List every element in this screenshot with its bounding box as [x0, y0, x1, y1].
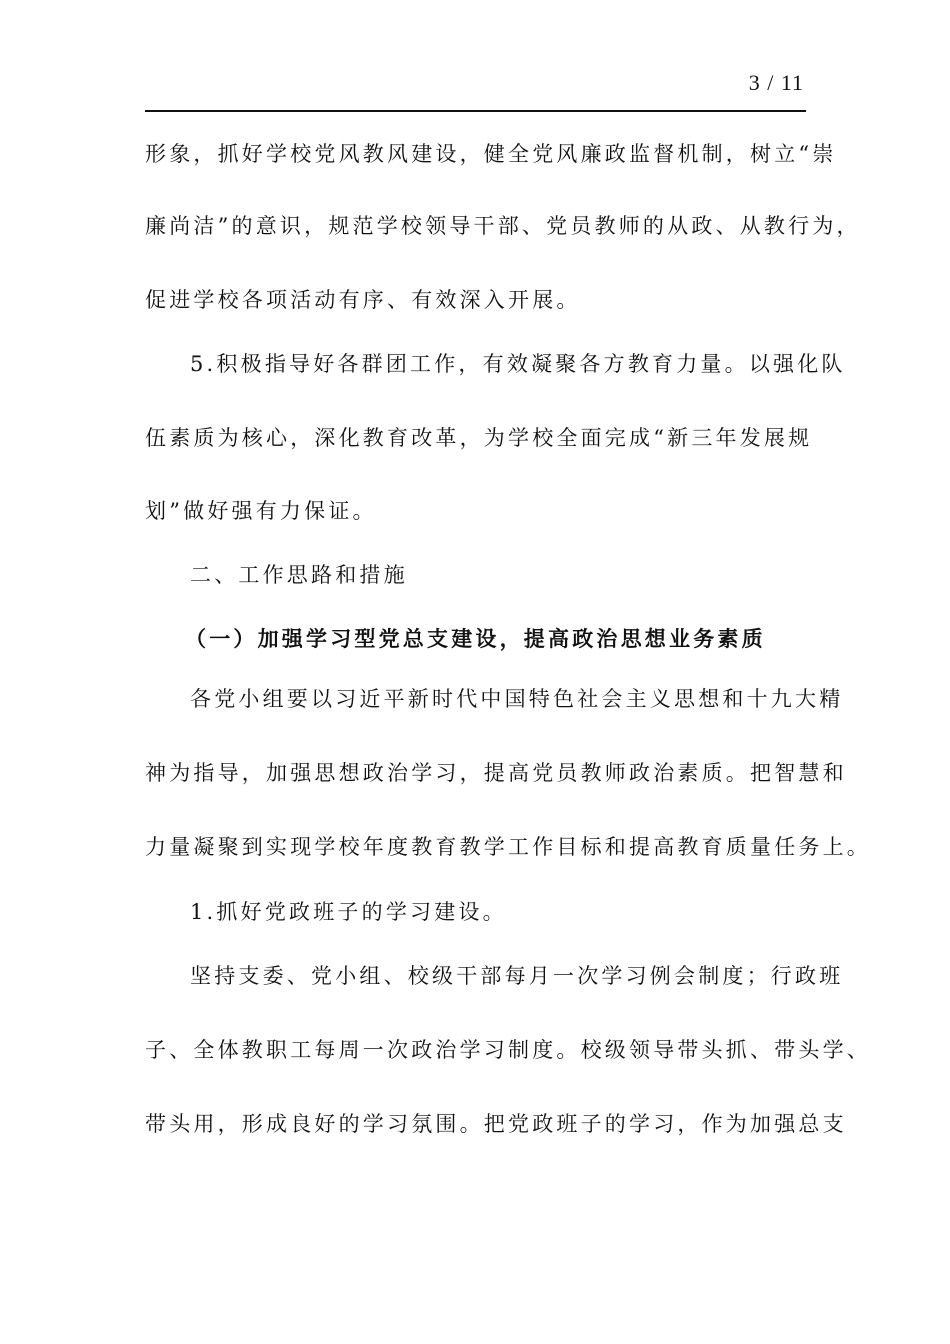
- body-text-line: 力量凝聚到实现学校年度教育教学工作目标和提高教育质量任务上。: [145, 835, 871, 859]
- subsection-heading: （一）加强学习型党总支建设，提高政治思想业务素质: [185, 626, 766, 651]
- body-text-line: 形象，抓好学校党风教风建设，健全党风廉政监督机制，树立“崇: [145, 142, 837, 166]
- page-number: 3 / 11: [748, 70, 804, 95]
- body-text-line: 各党小组要以习近平新时代中国特色社会主义思想和十九大精: [190, 687, 844, 711]
- section-heading: 二、工作思路和措施: [190, 563, 408, 587]
- body-text-line: 伍素质为核心，深化教育改革，为学校全面完成“新三年发展规: [145, 426, 813, 450]
- body-text-line: 划”做好强有力保证。: [145, 499, 377, 523]
- header-rule: [145, 110, 806, 112]
- body-text-line: 子、全体教职工每周一次政治学习制度。校级领导带头抓、带头学、: [145, 1038, 871, 1062]
- body-text-line: 1.抓好党政班子的学习建设。: [190, 900, 507, 924]
- body-text-line: 廉尚洁”的意识，规范学校领导干部、党员教师的从政、从教行为，: [145, 214, 861, 238]
- body-text-line: 促进学校各项活动有序、有效深入开展。: [145, 288, 581, 312]
- body-text-line: 神为指导，加强思想政治学习，提高党员教师政治素质。把智慧和: [145, 761, 847, 785]
- body-text-line: 5.积极指导好各群团工作，有效凝聚各方教育力量。以强化队: [190, 352, 846, 376]
- body-text-line: 坚持支委、党小组、校级干部每月一次学习例会制度；行政班: [190, 964, 844, 988]
- body-text-line: 带头用，形成良好的学习氛围。把党政班子的学习，作为加强总支: [145, 1112, 847, 1136]
